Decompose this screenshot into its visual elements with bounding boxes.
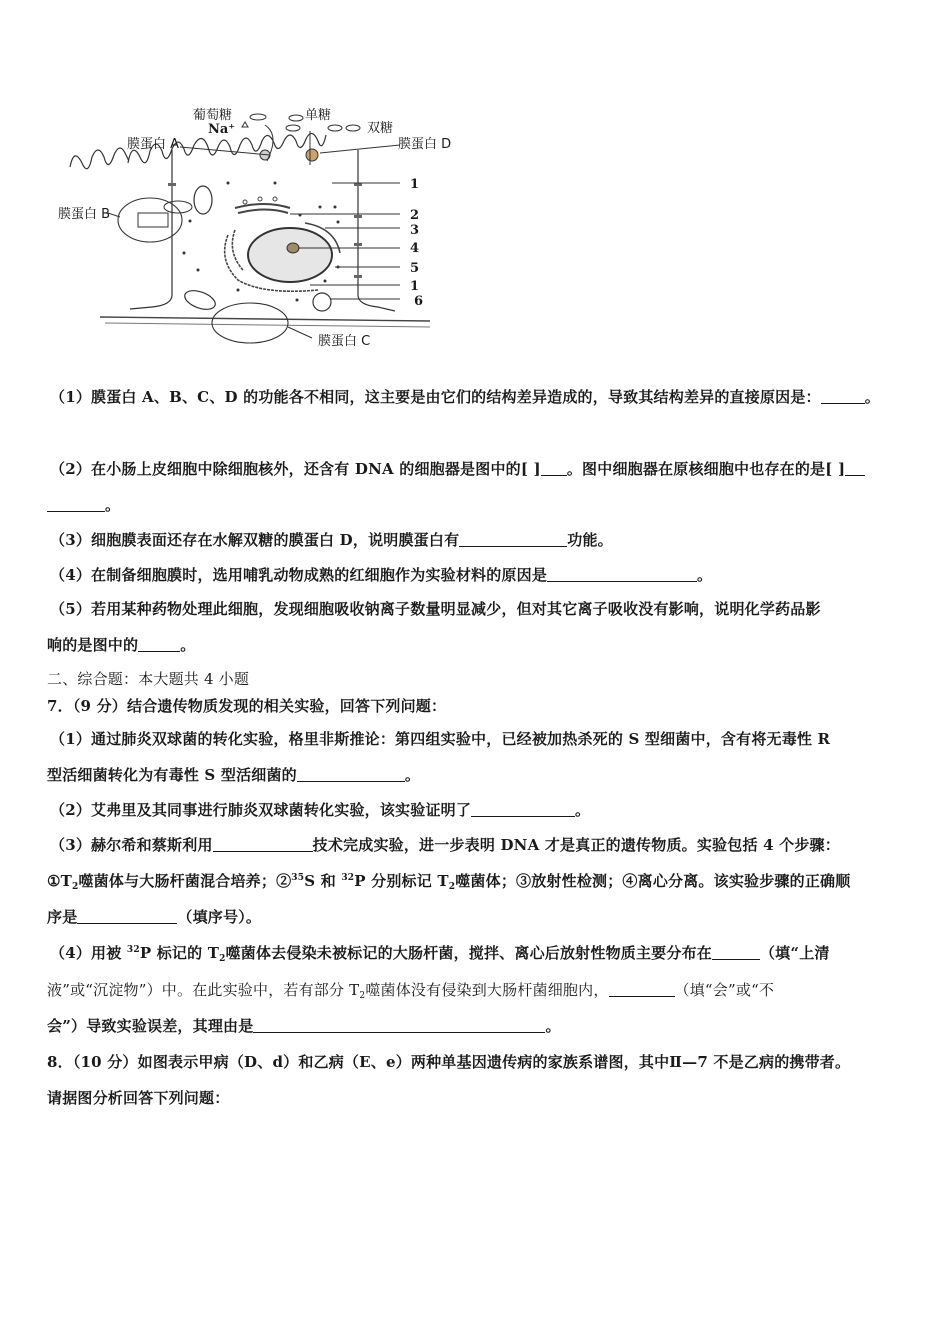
q7-part4-text-b: P 标记的 T xyxy=(139,944,220,962)
punct: 。 xyxy=(864,388,880,406)
q7-part4-text-h: 会”）导致实验误差，其理由是 xyxy=(47,1017,254,1035)
answer-blank[interactable] xyxy=(297,767,405,782)
answer-blank[interactable] xyxy=(459,532,567,547)
q6-part2 xyxy=(50,458,865,479)
label-number-3: 3 xyxy=(410,223,420,238)
label-protein-a: 膜蛋白 A xyxy=(127,137,180,152)
q7-part1-text: （1）通过肺炎双球菌的转化实验，格里非斯推论：第四组实验中，已经被加热杀死的 S 型细菌中，含有将无毒性 R xyxy=(50,730,831,748)
answer-blank[interactable] xyxy=(471,802,575,817)
superscript: 32 xyxy=(126,945,140,955)
q6-part5-cont xyxy=(47,634,195,655)
q7-part1-text-b: 型活细菌转化为有毒性 S 型活细菌的 xyxy=(47,766,297,784)
label-number-5: 5 xyxy=(410,261,420,276)
q6-part2-cont xyxy=(47,494,120,515)
q7-part4 xyxy=(50,942,830,963)
q7-part4-cont xyxy=(47,979,774,1000)
q6-part3 xyxy=(50,529,613,550)
label-monosaccharide: 单糖 xyxy=(305,108,332,123)
subscript: 2 xyxy=(72,882,79,892)
answer-blank[interactable] xyxy=(213,837,313,852)
q6-part5-text-b: 响的是图中的 xyxy=(47,636,139,654)
superscript: 32 xyxy=(341,873,355,883)
q7-part4-text-c: 噬菌体去侵染未被标记的大肠杆菌，搅拌、离心后放射性物质主要分布在 xyxy=(225,944,712,962)
subscript: 2 xyxy=(219,954,226,964)
q7-part2 xyxy=(50,799,590,820)
label-disaccharide: 双糖 xyxy=(367,121,394,136)
q7-part3 xyxy=(50,834,840,855)
subscript: 2 xyxy=(448,882,456,892)
q7-header xyxy=(47,695,446,716)
punct: 。 xyxy=(697,566,713,584)
q7-part4-text-e: 液”或“沉淀物”）中。在此实验中，若有部分 T xyxy=(47,981,360,999)
q7-part2-text: （2）艾弗里及其同事进行肺炎双球菌转化实验，该实验证明了 xyxy=(50,801,472,819)
answer-blank[interactable] xyxy=(253,1018,545,1033)
label-number-1b: 1 xyxy=(410,279,420,294)
answer-blank[interactable] xyxy=(541,461,567,476)
q6-part5 xyxy=(50,598,821,619)
punct: 。 xyxy=(105,496,121,514)
cell-membrane-diagram xyxy=(50,95,470,365)
q6-part3-text-b: 功能。 xyxy=(567,531,613,549)
q8-header-text: 8．（10 分）如图表示甲病（D、d）和乙病（E、e）两种单基因遗传病的家族系谱图，其中Ⅱ—7 不是乙病的携带者。 xyxy=(47,1053,851,1071)
punct: 。 xyxy=(404,766,421,784)
step1-text: ①T xyxy=(47,872,73,890)
q7-part3-text-c: 序是 xyxy=(47,908,78,926)
q6-part4 xyxy=(50,564,712,585)
q8-header xyxy=(47,1051,850,1072)
answer-blank[interactable] xyxy=(47,497,105,512)
q7-part4-text-f: 噬菌体没有侵染到大肠杆菌细胞内， xyxy=(365,981,609,999)
q7-part4-text-g: （填“会”或“不 xyxy=(674,981,775,999)
answer-blank[interactable] xyxy=(609,982,675,997)
label-protein-b: 膜蛋白 B xyxy=(58,207,111,222)
step1-text-b: 噬菌体与大肠杆菌混合培养；② xyxy=(78,872,292,890)
answer-blank[interactable] xyxy=(77,909,177,924)
q7-part1-cont xyxy=(47,764,420,785)
superscript: 35 xyxy=(291,873,305,883)
q6-part3-text: （3）细胞膜表面还存在水解双糖的膜蛋白 D，说明膜蛋白有 xyxy=(50,531,460,549)
subscript: 2 xyxy=(359,991,366,1001)
q7-part3-cont xyxy=(47,906,261,927)
q8-line2-text: 请据图分析回答下列问题： xyxy=(47,1089,230,1107)
q6-part2-text-b: 。图中细胞器在原核细胞中也存在的是[ ] xyxy=(566,460,846,478)
label-number-2: 2 xyxy=(410,208,420,223)
section-heading: 二、综合题：本大题共 4 小题 xyxy=(47,670,250,688)
q6-part1-text: （1）膜蛋白 A、B、C、D 的功能各不相同，这主要是由它们的结构差异造成的，导致其结构差异的直接原因是： xyxy=(50,388,821,406)
label-glucose: 葡萄糖 xyxy=(193,108,233,123)
answer-blank[interactable] xyxy=(547,567,697,582)
punct: 。 xyxy=(575,801,591,819)
q7-part4-cont2 xyxy=(47,1015,561,1036)
q7-part3-steps xyxy=(47,870,850,891)
answer-blank[interactable] xyxy=(821,389,865,404)
q8-line2 xyxy=(47,1087,229,1108)
q7-part4-text: （4）用被 xyxy=(50,944,127,962)
q7-part3-text-b: 技术完成实验，进一步表明 DNA 才是真正的遗传物质。实验包括 4 个步骤： xyxy=(312,836,840,854)
q7-part4-text-d: （填“上清 xyxy=(759,944,830,962)
label-protein-c: 膜蛋白 C xyxy=(318,334,371,349)
step2-text-b: P 分别标记 T xyxy=(354,872,449,890)
answer-blank[interactable] xyxy=(712,945,760,960)
punct: 。 xyxy=(180,636,196,654)
answer-blank[interactable] xyxy=(845,461,865,476)
q7-header-text: 7．（9 分）结合遗传物质发现的相关实验，回答下列问题： xyxy=(47,697,447,715)
punct: 。 xyxy=(545,1017,561,1035)
q7-part1 xyxy=(50,728,830,749)
label-sodium-ion: Na⁺ xyxy=(208,122,236,137)
label-number-1: 1 xyxy=(410,177,420,192)
step2-text: S 和 xyxy=(304,872,342,890)
q6-part1 xyxy=(50,386,880,407)
answer-blank[interactable] xyxy=(138,637,180,652)
q6-part5-text: （5）若用某种药物处理此细胞，发现细胞吸收钠离子数量明显减少，但对其它离子吸收没有影响，说明化学药品影 xyxy=(50,600,821,618)
label-number-4: 4 xyxy=(410,241,420,256)
q7-part3-text: （3）赫尔希和蔡斯利用 xyxy=(50,836,213,854)
q6-part2-text: （2）在小肠上皮细胞中除细胞核外，还含有 DNA 的细胞器是图中的[ ] xyxy=(50,460,541,478)
cell-diagram-svg xyxy=(50,95,470,365)
label-number-6: 6 xyxy=(414,294,424,309)
label-protein-d: 膜蛋白 D xyxy=(398,137,452,152)
q6-part4-text: （4）在制备细胞膜时，选用哺乳动物成熟的红细胞作为实验材料的原因是 xyxy=(50,566,548,584)
q7-part3-text-d: （填序号）。 xyxy=(177,908,262,926)
step2-text-c: 噬菌体；③放射性检测；④离心分离。该实验步骤的正确顺 xyxy=(455,872,851,890)
